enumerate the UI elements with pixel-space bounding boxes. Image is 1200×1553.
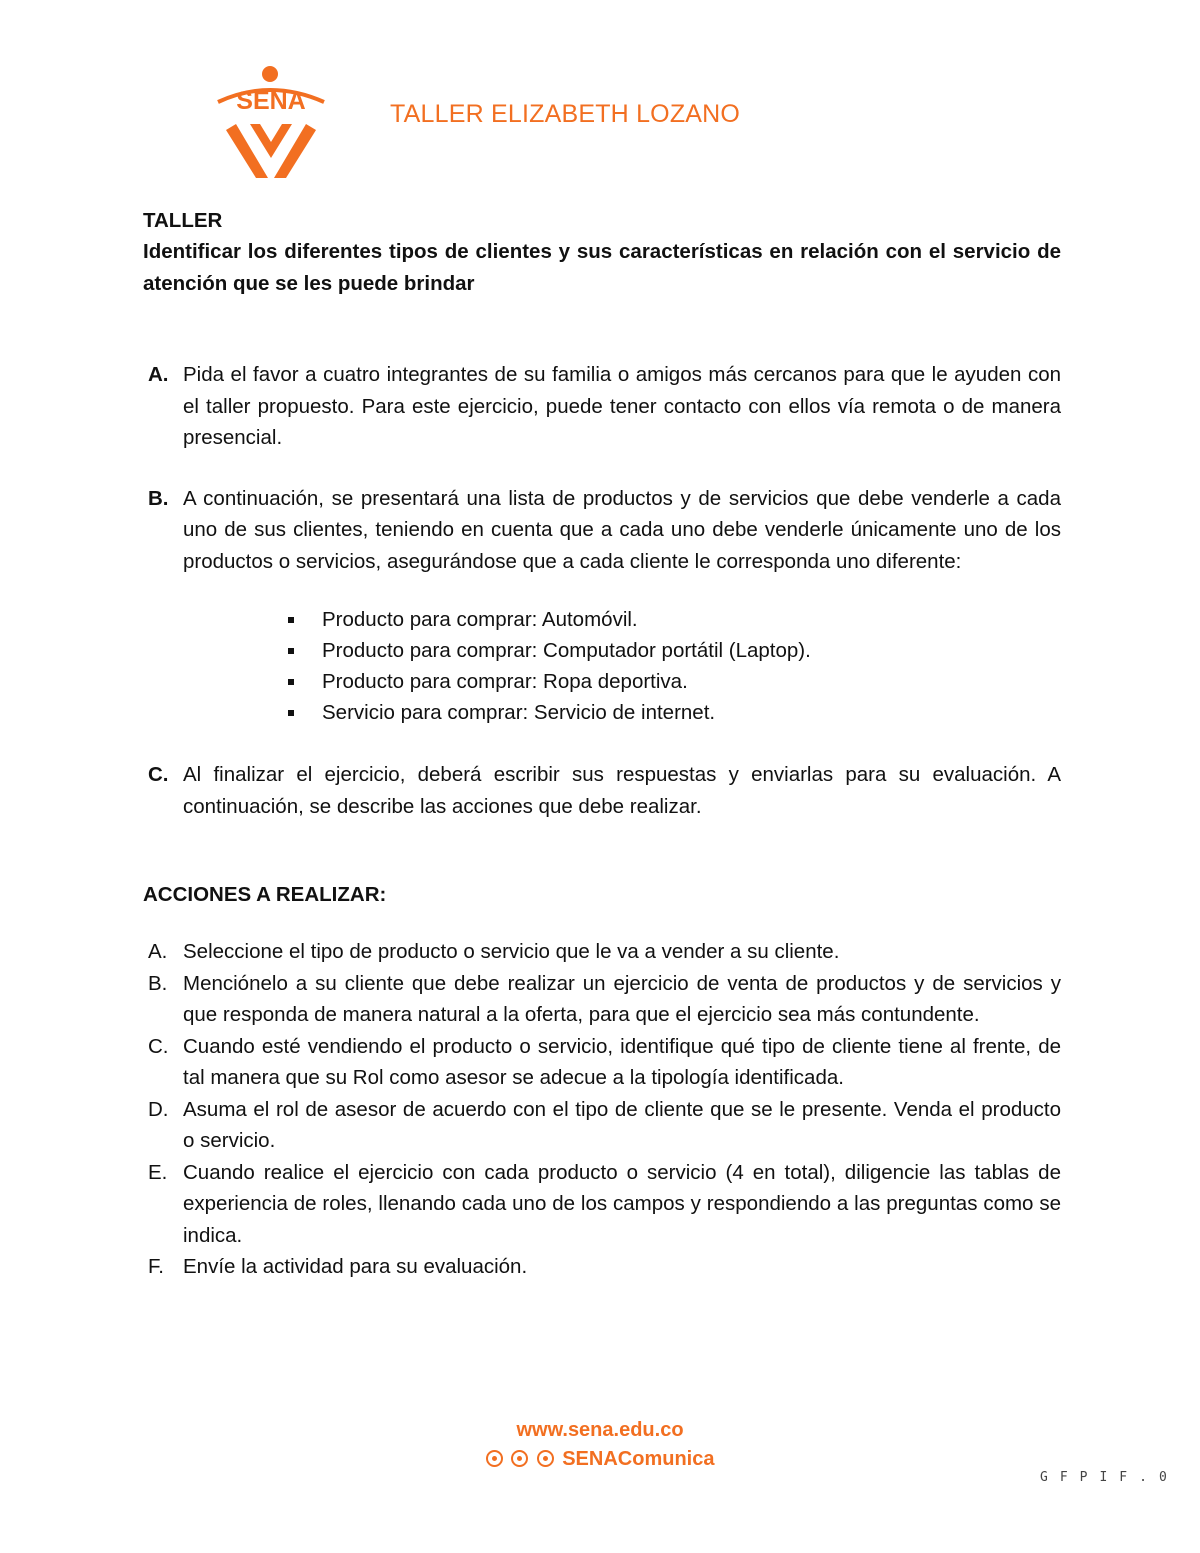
action-marker: F. xyxy=(148,1255,164,1278)
action-item xyxy=(143,1157,1061,1252)
bullet-icon xyxy=(288,710,294,716)
action-item xyxy=(143,936,1061,968)
section-label: TALLER xyxy=(143,209,223,232)
step-b xyxy=(143,483,1061,578)
document-title: TALLER ELIZABETH LOZANO xyxy=(390,100,741,128)
footer-social[interactable] xyxy=(0,1448,1200,1471)
logo-head xyxy=(262,66,278,82)
social-handle: SENAComunica xyxy=(562,1448,715,1470)
list-item: Producto para comprar: Ropa deportiva. xyxy=(285,666,1061,697)
document-code: GFPIF.0 xyxy=(1040,1470,1179,1485)
action-text: Envíe la actividad para su evaluación. xyxy=(183,1255,528,1278)
step-c xyxy=(143,759,1061,822)
actions-list xyxy=(143,936,1061,1283)
document-body xyxy=(143,206,1061,1283)
footer-url-link[interactable]: www.sena.edu.co xyxy=(516,1419,684,1441)
logo-figure xyxy=(226,124,316,178)
action-text: Seleccione el tipo de producto o servicio que le va a vender a su cliente. xyxy=(183,940,840,963)
list-item: Servicio para comprar: Servicio de internet. xyxy=(285,697,1061,728)
step-marker: B. xyxy=(148,486,169,510)
step-text: Pida el favor a cuatro integrantes de su familia o amigos más cercanos para que le ayuden con el taller propuesto. Para este ejercicio, puede tener contacto con ellos vía remota o de manera presencial. xyxy=(183,363,1061,449)
bullet-icon xyxy=(288,679,294,685)
action-item xyxy=(143,1251,1061,1283)
action-item xyxy=(143,1031,1061,1094)
action-item xyxy=(143,1094,1061,1157)
action-marker: E. xyxy=(148,1160,168,1184)
bullet-icon xyxy=(288,648,294,654)
step-a xyxy=(143,359,1061,454)
action-marker: B. xyxy=(148,971,168,995)
step-marker: A. xyxy=(148,363,169,386)
action-marker: C. xyxy=(148,1034,169,1058)
action-marker: A. xyxy=(148,940,168,963)
twitter-icon[interactable] xyxy=(486,1450,503,1467)
step-marker: C. xyxy=(148,763,169,786)
logo-text: SENA xyxy=(236,87,306,115)
action-text: Cuando realice el ejercicio con cada producto o servicio (4 en total), diligencie las tablas de experiencia de roles, llenando cada uno de los campos y respondiendo a las preguntas como se indica. xyxy=(183,1160,1061,1247)
actions-title: ACCIONES A REALIZAR: xyxy=(143,883,387,906)
action-text: Cuando esté vendiendo el producto o servicio, identifique qué tipo de cliente tiene al frente, de tal manera que su Rol como asesor se adecue a la tipología identificada. xyxy=(183,1034,1061,1089)
instagram-icon[interactable] xyxy=(511,1450,528,1467)
product-list xyxy=(285,604,1061,728)
step-text: A continuación, se presentará una lista de productos y de servicios que debe venderle a cada uno de sus clientes, teniendo en cuenta que a cada uno debe venderle únicamente uno de los productos o servicios, asegurándose que a cada cliente le corresponda uno diferente: xyxy=(183,486,1061,573)
action-text: Menciónelo a su cliente que debe realizar un ejercicio de venta de productos y de servicios y que responda de manera natural a la oferta, para que el ejercicio sea más contundente. xyxy=(183,971,1061,1026)
section-subtitle: Identificar los diferentes tipos de clientes y sus características en relación con el servicio de atención que se les puede brindar xyxy=(143,240,1061,295)
action-marker: D. xyxy=(148,1097,169,1121)
sena-logo xyxy=(210,62,332,180)
facebook-icon[interactable] xyxy=(537,1450,554,1467)
action-text: Asuma el rol de asesor de acuerdo con el tipo de cliente que se le presente. Venda el producto o servicio. xyxy=(183,1097,1061,1152)
bullet-icon xyxy=(288,617,294,623)
step-text: Al finalizar el ejercicio, deberá escribir sus respuestas y enviarlas para su evaluación. A continuación, se describe las acciones que debe realizar. xyxy=(183,763,1061,818)
list-item: Producto para comprar: Computador portátil (Laptop). xyxy=(285,635,1061,666)
list-item: Producto para comprar: Automóvil. xyxy=(285,604,1061,635)
action-item xyxy=(143,968,1061,1031)
